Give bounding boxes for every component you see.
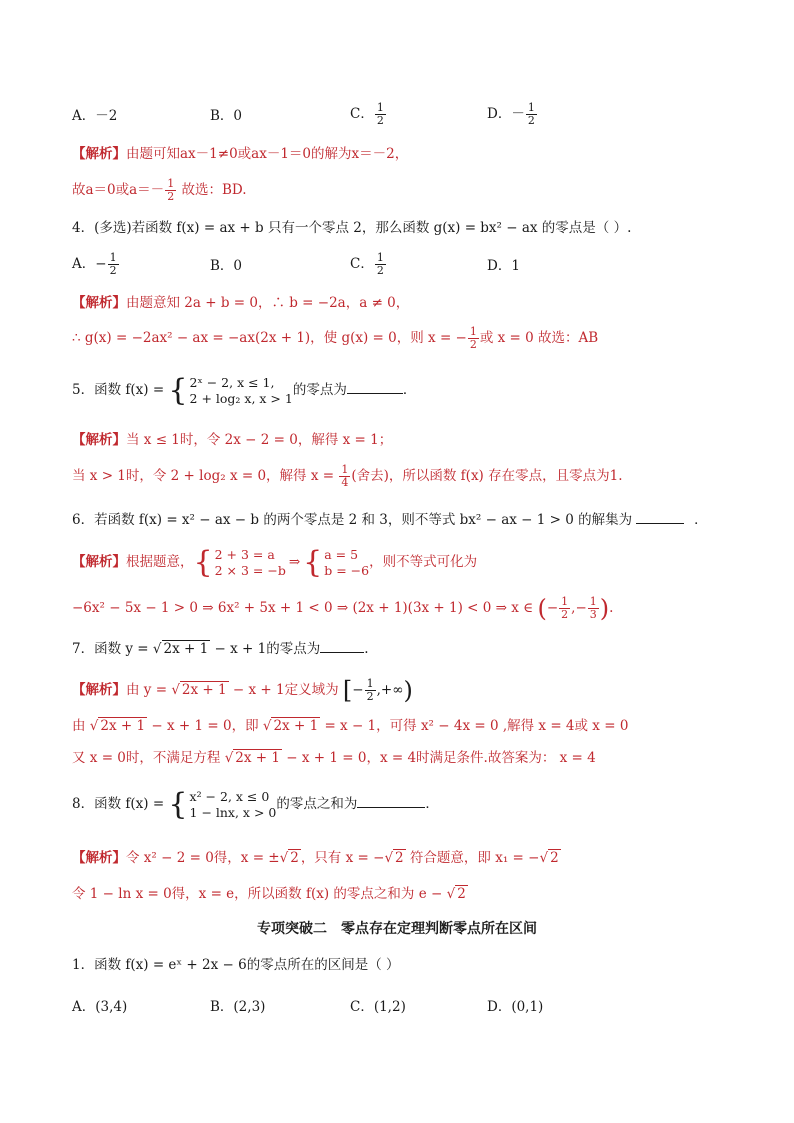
q4-option-b: B．0 bbox=[210, 258, 243, 274]
q3-option-c: C． $\frac{1}{2}$ bbox=[350, 101, 384, 127]
s2-q1-option-d: D．(0,1) bbox=[487, 999, 544, 1015]
q6-solution-line2: −6x² − 5x − 1 > 0 ⇒ 6x² + 5x + 1 < 0 ⇒ (2x + 1)(3x + 1) < 0 ⇒ x ∈ (− $\frac{1}{2}$ ,− $\frac{1}{3}$ ). bbox=[72, 594, 614, 623]
q3-solution-line2: 故a＝0或a＝－ $\frac{1}{2}$ 故选：BD. bbox=[72, 177, 247, 203]
q3-option-b: B．0 bbox=[210, 108, 243, 124]
q7-solution-line1: 【解析】由 y = √ 2x + 1 − x + 1定义域为 [− $\frac{1}{2}$ ,+∞) bbox=[72, 676, 413, 705]
q5-stem: 5．函数 f(x) = { 2ˣ − 2, x ≤ 1, 2 + log₂ x, x > 1 的零点为 ． bbox=[72, 372, 417, 408]
q8-solution-line2: 令 1 − ln x = 0得，x = e，所以函数 f(x) 的零点之和为 e − √ 2 bbox=[72, 886, 466, 902]
q4-option-d: D．1 bbox=[487, 258, 520, 274]
q4-option-a: A．− $\frac{1}{2}$ bbox=[72, 251, 117, 277]
q5-solution-line2: 当 x > 1时，令 2 + log₂ x = 0，解得 x = $\frac{1}{4}$ (舍去)，所以函数 f(x) 存在零点，且零点为1. bbox=[72, 463, 623, 489]
q7-solution-line3: 又 x = 0时，不满足方程 √ 2x + 1 − x + 1 = 0，x = 4时满足条件.故答案为： x = 4 bbox=[72, 750, 596, 766]
q6-stem: 6．若函数 f(x) = x² − ax − b 的两个零点是 2 和 3，则不等式 bx² − ax − 1 > 0 的解集为 ． bbox=[72, 509, 708, 530]
q8-stem: 8．函数 f(x) = { x² − 2, x ≤ 0 1 − lnx, x > 0 的零点之和为 ． bbox=[72, 786, 439, 822]
q6-solution-line1: 【解析】根据题意， { 2 + 3 = a 2 × 3 = −b ⇒ { a = 5 b = −6 ，则不等式可化为 bbox=[72, 544, 478, 580]
q7-stem: 7．函数 y = √ 2x + 1 − x + 1的零点为 . bbox=[72, 638, 369, 659]
piecewise-function: { x² − 2, x ≤ 0 1 − lnx, x > 0 bbox=[168, 786, 277, 822]
answer-blank bbox=[636, 509, 684, 524]
q8-solution-line1: 【解析】令 x² − 2 = 0得，x = ±√ 2 ，只有 x = −√ 2 符合题意，即 x₁ = −√ 2 bbox=[72, 850, 559, 866]
answer-blank bbox=[347, 379, 403, 394]
q4-solution-line2: ∴ g(x) = −2ax² − ax = −ax(2x + 1)，使 g(x) = 0，则 x = − $\frac{1}{2}$ 或 x = 0 故选：AB bbox=[72, 325, 599, 351]
answer-blank bbox=[357, 793, 425, 808]
s2-q1-option-b: B．(2,3) bbox=[210, 999, 266, 1015]
piecewise-function: { 2ˣ − 2, x ≤ 1, 2 + log₂ x, x > 1 bbox=[168, 372, 293, 408]
q4-option-c: C． $\frac{1}{2}$ bbox=[350, 251, 384, 277]
q5-solution-line1: 【解析】当 x ≤ 1时，令 2x − 2 = 0，解得 x = 1； bbox=[72, 432, 393, 448]
fraction: $\frac{1}{2}$ bbox=[376, 101, 384, 127]
s2-q1-option-c: C．(1,2) bbox=[350, 999, 406, 1015]
q3-option-d: D．－ $\frac{1}{2}$ bbox=[487, 101, 535, 127]
q3-solution-line1: 【解析】由题可知ax－1≠0或ax－1＝0的解为x＝－2， bbox=[72, 146, 409, 162]
fraction: $\frac{1}{2}$ bbox=[527, 101, 535, 127]
q4-stem: 4．(多选)若函数 f(x) = ax + b 只有一个零点 2，那么函数 g(x) = bx² − ax 的零点是（ ）. bbox=[72, 220, 632, 236]
s2-q1-option-a: A．(3,4) bbox=[72, 999, 128, 1015]
q4-solution-line1: 【解析】由题意知 2a + b = 0，∴ b = −2a，a ≠ 0， bbox=[72, 295, 410, 311]
q3-option-a: A．－2 bbox=[72, 108, 118, 124]
s2-q1-stem: 1．函数 f(x) = eˣ + 2x − 6的零点所在的区间是（ ） bbox=[72, 957, 400, 973]
section-title: 专项突破二 零点存在定理判断零点所在区间 bbox=[257, 921, 537, 937]
q7-solution-line2: 由 √ 2x + 1 − x + 1 = 0，即 √ 2x + 1 = x − 1，可得 x² − 4x = 0 ,解得 x = 4或 x = 0 bbox=[72, 718, 629, 734]
answer-blank bbox=[320, 638, 364, 653]
